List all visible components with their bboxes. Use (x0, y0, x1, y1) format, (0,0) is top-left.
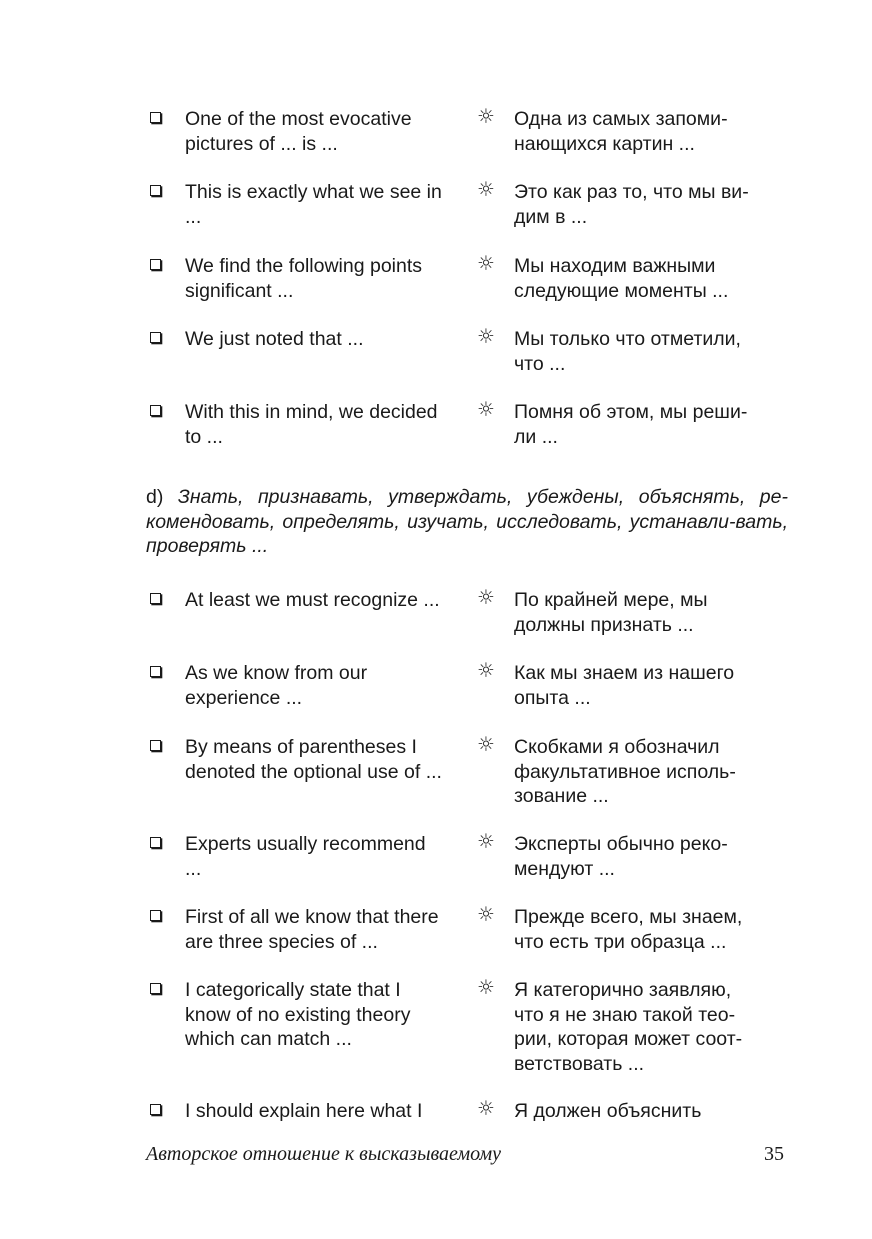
checkbox-bullet-icon (150, 1104, 161, 1115)
checkbox-bullet-icon (150, 593, 161, 604)
sun-icon: ☼ (477, 902, 495, 926)
russian-translation: Помня об этом, мы реши- ли ... (514, 401, 748, 448)
russian-translation: Я должен объяснить (514, 1100, 702, 1122)
checkbox-bullet-icon (150, 666, 161, 677)
english-phrase: As we know from our experience ... (185, 662, 368, 709)
russian-translation: Мы находим важными следующие моменты ... (514, 255, 729, 302)
sun-icon: ☼ (477, 585, 495, 609)
english-phrase: One of the most evocative pictures of ... is ... (185, 108, 412, 155)
sun-icon: ☼ (477, 397, 495, 421)
checkbox-bullet-icon (150, 740, 161, 751)
russian-translation: Мы только что отметили, что ... (514, 328, 741, 375)
sun-icon: ☼ (477, 829, 495, 853)
sun-icon: ☼ (477, 177, 495, 201)
section-d-heading (146, 485, 788, 559)
russian-translation: Это как раз то, что мы ви- дим в ... (514, 181, 749, 228)
checkbox-bullet-icon (150, 185, 161, 196)
checkbox-bullet-icon (150, 405, 161, 416)
sun-icon: ☼ (477, 1096, 495, 1120)
sun-icon: ☼ (477, 658, 495, 682)
english-phrase: First of all we know that there are three species of ... (185, 906, 439, 953)
english-phrase: This is exactly what we see in ... (185, 181, 442, 228)
russian-translation: Прежде всего, мы знаем, что есть три образца ... (514, 906, 743, 953)
english-phrase: At least we must recognize ... (185, 589, 440, 611)
english-phrase: I should explain here what I (185, 1100, 423, 1122)
english-phrase: I categorically state that I know of no existing theory which can match ... (185, 979, 411, 1050)
section-d-verbs: Знать, признавать, утверждать, убеждены, объяснять, ре-комендовать, определять, изучать, исследовать, устанавли-вать, проверять ... (146, 486, 788, 557)
page-number: 35 (764, 1143, 784, 1165)
checkbox-bullet-icon (150, 259, 161, 270)
english-phrase: Experts usually recommend ... (185, 833, 426, 880)
sun-icon: ☼ (477, 251, 495, 275)
russian-translation: Как мы знаем из нашего опыта ... (514, 662, 735, 709)
sun-icon: ☼ (477, 104, 495, 128)
russian-translation: По крайней мере, мы должны признать ... (514, 589, 708, 636)
sun-icon: ☼ (477, 732, 495, 756)
russian-translation: Одна из самых запоми- нающихся картин ... (514, 108, 728, 155)
russian-translation: Я категорично заявляю, что я не знаю такой тео- рии, которая может соот- ветствовать ... (514, 979, 743, 1075)
section-label: d) (146, 486, 178, 508)
running-footer-title: Авторское отношение к высказываемому (146, 1143, 502, 1165)
checkbox-bullet-icon (150, 332, 161, 343)
english-phrase: We just noted that ... (185, 328, 364, 350)
english-phrase: We find the following points significant ... (185, 255, 423, 302)
sun-icon: ☼ (477, 324, 495, 348)
sun-icon: ☼ (477, 975, 495, 999)
checkbox-bullet-icon (150, 112, 161, 123)
checkbox-bullet-icon (150, 910, 161, 921)
english-phrase: By means of parentheses I denoted the optional use of ... (185, 736, 442, 783)
checkbox-bullet-icon (150, 837, 161, 848)
checkbox-bullet-icon (150, 983, 161, 994)
russian-translation: Скобками я обозначил факультативное исполь- зование ... (514, 736, 736, 807)
russian-translation: Эксперты обычно реко- мендуют ... (514, 833, 728, 880)
english-phrase: With this in mind, we decided to ... (185, 401, 438, 448)
